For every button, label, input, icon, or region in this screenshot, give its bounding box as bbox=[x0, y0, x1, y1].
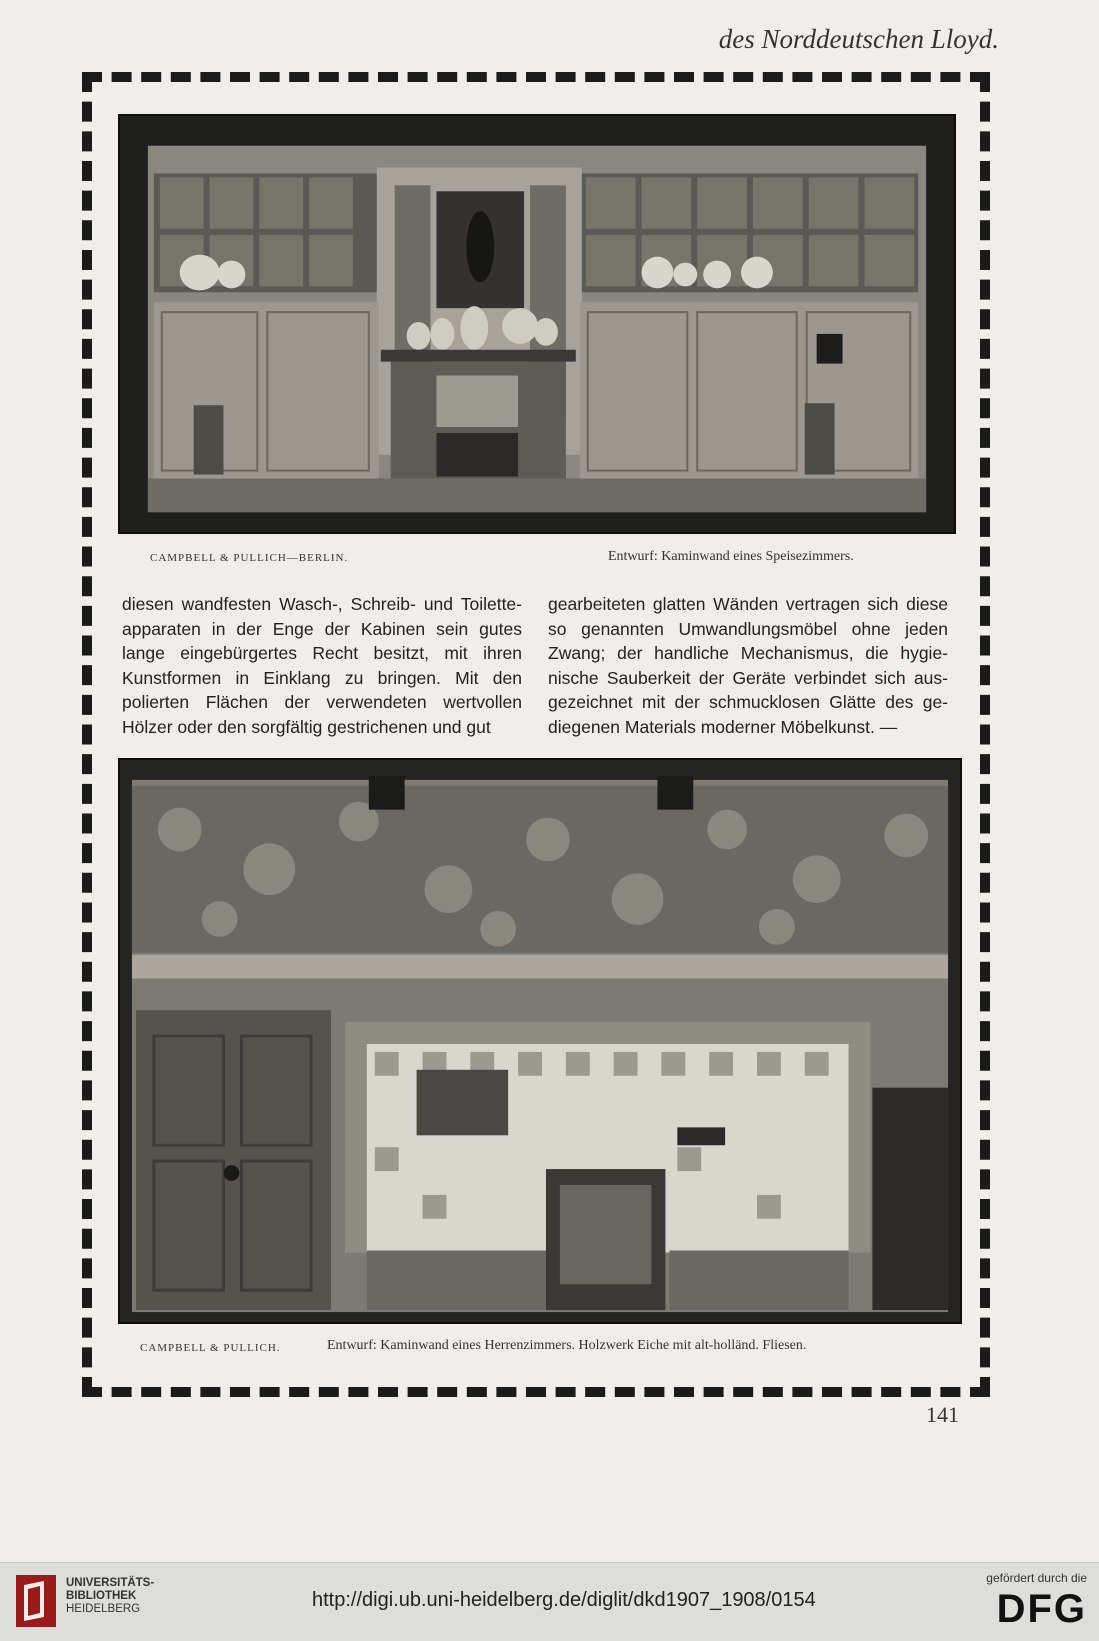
text-column-right bbox=[548, 592, 948, 739]
library-name-line-2: BIBLIOTHEK bbox=[66, 1590, 137, 1602]
figure-1-credit: CAMPBELL & PULLICH—BERLIN. bbox=[150, 552, 349, 564]
library-name-line-3: HEIDELBERG bbox=[66, 1603, 141, 1615]
library-logo-icon bbox=[14, 1573, 58, 1629]
figure-2-caption: Entwurf: Kaminwand eines Herrenzimmers. Holzwerk Eiche mit alt-holländ. Fliesen. bbox=[327, 1338, 807, 1353]
figure-2-image bbox=[118, 758, 962, 1324]
figure-2-credit: CAMPBELL & PULLICH. bbox=[140, 1342, 281, 1354]
figure-1-caption: Entwurf: Kaminwand eines Speisezimmers. bbox=[608, 549, 854, 564]
page-number: 141 bbox=[926, 1402, 959, 1427]
figure-1-image bbox=[118, 114, 956, 534]
funded-by-label: gefördert durch die bbox=[986, 1571, 1087, 1585]
paragraph-left: diesen wandfesten Wasch-, Schreib- und Toilette-apparaten in der Enge der Kabinen sein gutes lange eingebürgertes Recht besitzt, mit ihren Kunstformen in Einklang zu bringen. Mit den polierten Flächen der verwendeten wertvollen Hölzer oder den sorgfältig gestrichenen und gut bbox=[122, 594, 522, 737]
permalink-url[interactable]: http://digi.ub.uni-heidelberg.de/diglit/dkd1907_1908/0154 bbox=[312, 1589, 816, 1611]
running-head: des Norddeutschen Lloyd. bbox=[718, 24, 999, 54]
footer-bar bbox=[0, 1562, 1099, 1641]
funder-block bbox=[986, 1571, 1087, 1631]
paragraph-right: gearbeiteten glatten Wänden vertragen sich diese so genannten Umwandlungsmöbel ohne jeden Zwang; der handliche Mechanismus, die hygie-nische Sauberkeit der Geräte verbindet sich aus-gezeichnet mit der schmucklosen Glätte des ge-diegenen Materials moderner Möbelkunst. — bbox=[548, 594, 948, 737]
dfg-logo: DFG bbox=[996, 1587, 1087, 1631]
library-name bbox=[66, 1577, 154, 1616]
text-column-left bbox=[122, 592, 522, 739]
library-name-line-1: UNIVERSITÄTS- bbox=[66, 1577, 155, 1589]
